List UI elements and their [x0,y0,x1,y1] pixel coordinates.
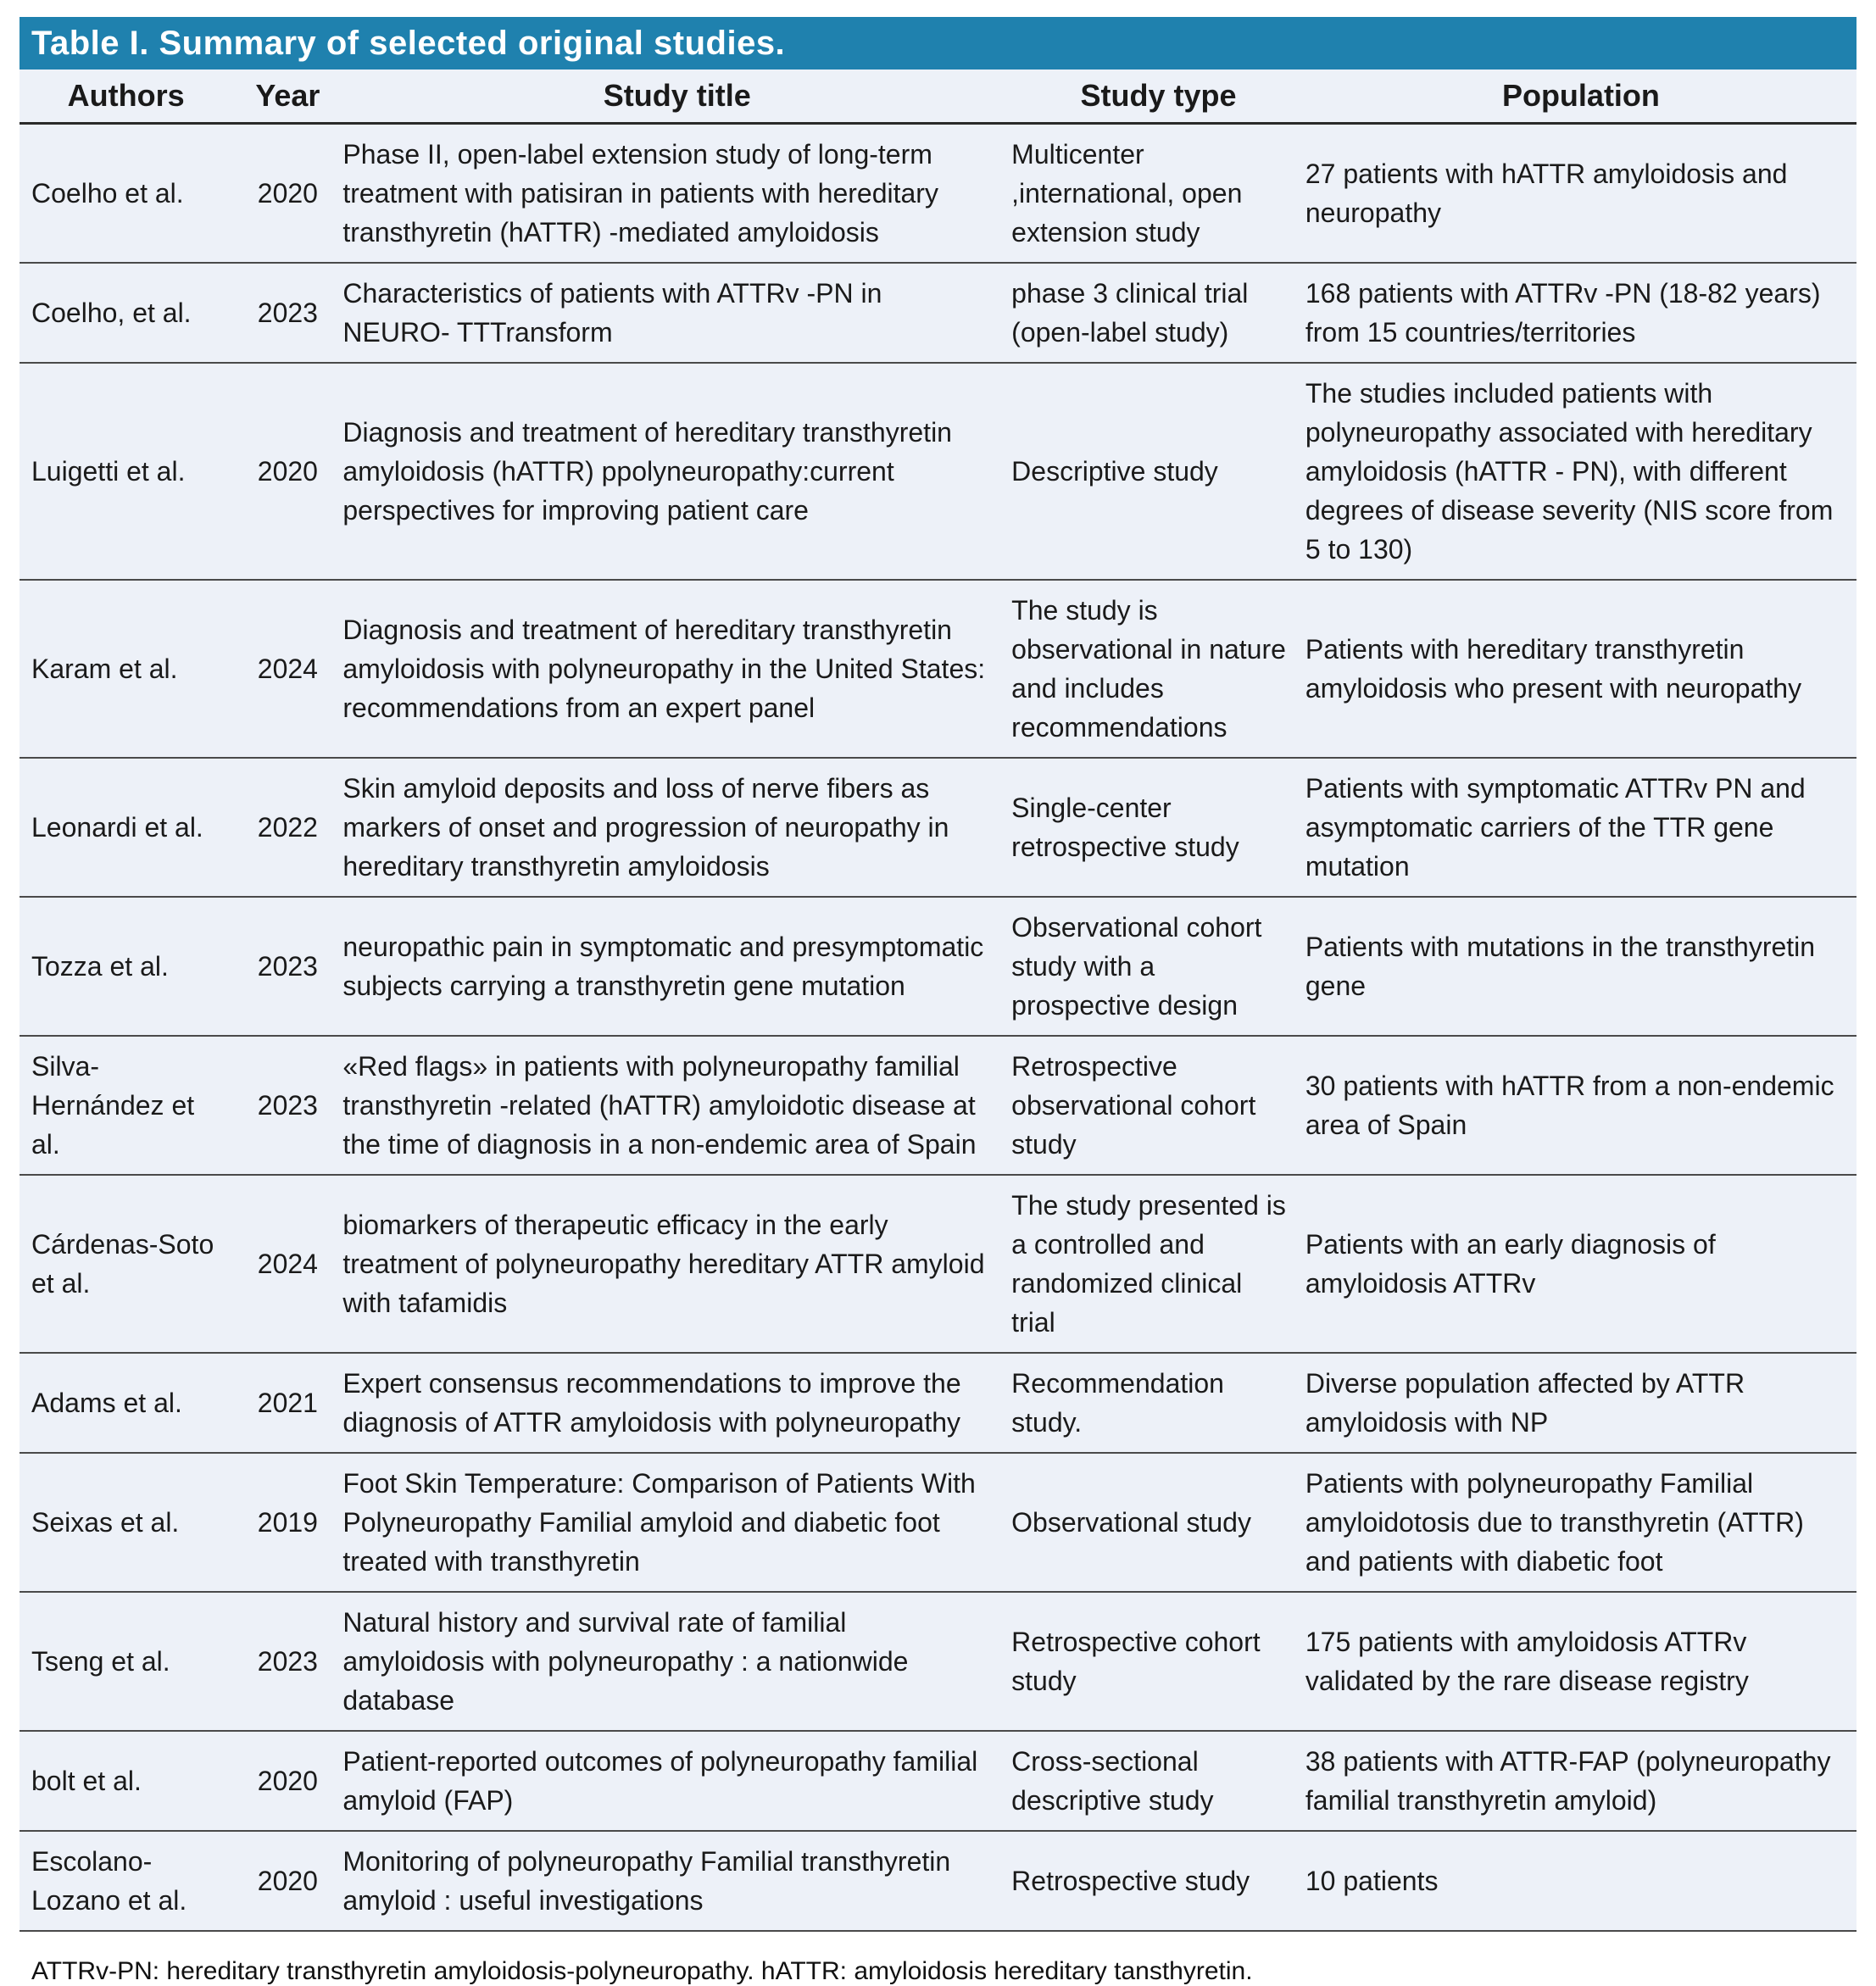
study-type-cell: Observational cohort study with a prospective design [1011,912,1262,1021]
study-title-cell: Foot Skin Temperature: Comparison of Patients With Polyneuropathy Familial amyloid and diabetic foot treated with transthyretin [342,1468,976,1577]
study-type-cell: Retrospective study [1011,1866,1250,1896]
table-row [19,1175,1857,1353]
authors-cell: Cárdenas-Soto et al. [31,1229,214,1299]
studies-table [19,70,1857,1932]
authors-cell: Coelho et al. [31,178,184,209]
table-row [19,580,1857,758]
study-type-cell: Single-center retrospective study [1011,793,1239,862]
study-title-cell: Diagnosis and treatment of hereditary transthyretin amyloidosis (hATTR) ppolyneuropathy:current perspectives for improving patient care [342,417,952,526]
study-title-cell: Diagnosis and treatment of hereditary transthyretin amyloidosis with polyneuropathy in the United States: recommendations from an expert panel [342,615,986,723]
year-cell: 2020 [257,178,318,209]
column-header-study-type: Study type [1011,70,1305,124]
study-type-cell: phase 3 clinical trial (open-label study) [1011,278,1249,348]
table-body [19,124,1857,1932]
population-cell: Patients with mutations in the transthyretin gene [1305,932,1816,1001]
population-cell: Patients with hereditary transthyretin amyloidosis who present with neuropathy [1305,634,1802,704]
study-title-cell: Natural history and survival rate of familial amyloidosis with polyneuropathy : a nationwide database [342,1607,909,1716]
population-cell: 175 patients with amyloidosis ATTRv validated by the rare disease registry [1305,1627,1749,1696]
year-cell: 2024 [257,654,318,684]
population-cell: Patients with polyneuropathy Familial amyloidotosis due to transthyretin (ATTR) and patients with diabetic foot [1305,1468,1804,1577]
study-type-cell: Retrospective cohort study [1011,1627,1261,1696]
population-cell: Diverse population affected by ATTR amyloidosis with NP [1305,1368,1745,1438]
table-footnote: ATTRv-PN: hereditary transthyretin amyloidosis-polyneuropathy. hATTR: amyloidosis hereditary tansthyretin. [31,1957,1253,1985]
authors-cell: Silva-Hernández et al. [31,1051,195,1160]
population-cell: 27 patients with hATTR amyloidosis and neuropathy [1305,159,1788,228]
population-cell: 30 patients with hATTR from a non-endemic area of Spain [1305,1071,1834,1140]
column-header-authors: Authors [19,70,232,124]
population-cell: Patients with an early diagnosis of amyloidosis ATTRv [1305,1229,1716,1299]
study-type-cell: Recommendation study. [1011,1368,1224,1438]
authors-cell: Karam et al. [31,654,178,684]
population-cell: 38 patients with ATTR-FAP (polyneuropathy familial transthyretin amyloid) [1305,1746,1831,1816]
table-header-row [19,70,1857,124]
study-type-cell: Cross-sectional descriptive study [1011,1746,1214,1816]
population-cell: 10 patients [1305,1866,1439,1896]
authors-cell: bolt et al. [31,1766,142,1796]
authors-cell: Adams et al. [31,1388,182,1418]
study-type-cell: The study presented is a controlled and randomized clinical trial [1011,1190,1286,1338]
authors-cell: Escolano-Lozano et al. [31,1846,187,1916]
column-header-year: Year [232,70,342,124]
study-title-cell: biomarkers of therapeutic efficacy in the early treatment of polyneuropathy hereditary ATTR amyloid with tafamidis [342,1210,985,1318]
table-row [19,758,1857,897]
study-type-cell: Retrospective observational cohort study [1011,1051,1256,1160]
study-type-cell: The study is observational in nature and includes recommendations [1011,595,1286,743]
authors-cell: Tozza et al. [31,951,169,982]
study-title-cell: neuropathic pain in symptomatic and presymptomatic subjects carrying a transthyretin gene mutation [342,932,984,1001]
study-type-cell: Multicenter ,international, open extension study [1011,139,1243,248]
table-row [19,897,1857,1036]
year-cell: 2020 [257,456,318,487]
year-cell: 2022 [257,812,318,843]
column-header-population: Population [1305,70,1857,124]
year-cell: 2024 [257,1249,318,1279]
study-title-cell: «Red flags» in patients with polyneuropathy familial transthyretin -related (hATTR) amyloidotic disease at the time of diagnosis in a non-endemic area of Spain [342,1051,977,1160]
table-row [19,1731,1857,1831]
table-row [19,1036,1857,1175]
table-row [19,1831,1857,1931]
study-title-cell: Skin amyloid deposits and loss of nerve fibers as markers of onset and progression of neuropathy in hereditary transthyretin amyloidosis [342,773,949,882]
table-row [19,1592,1857,1731]
study-title-cell: Characteristics of patients with ATTRv -PN in NEURO- TTTransform [342,278,882,348]
authors-cell: Luigetti et al. [31,456,186,487]
year-cell: 2023 [257,951,318,982]
study-title-cell: Phase II, open-label extension study of long-term treatment with patisiran in patients with hereditary transthyretin (hATTR) -mediated amyloidosis [342,139,938,248]
table-row [19,363,1857,580]
authors-cell: Leonardi et al. [31,812,203,843]
year-cell: 2021 [257,1388,318,1418]
population-cell: 168 patients with ATTRv -PN (18-82 years) from 15 countries/territories [1305,278,1821,348]
year-cell: 2023 [257,298,318,328]
study-type-cell: Descriptive study [1011,456,1218,487]
population-cell: Patients with symptomatic ATTRv PN and asymptomatic carriers of the TTR gene mutation [1305,773,1806,882]
table-row [19,1453,1857,1592]
table-title-bar: Table I. Summary of selected original studies. [19,17,1857,70]
study-type-cell: Observational study [1011,1507,1251,1538]
population-cell: The studies included patients with polyneuropathy associated with hereditary amyloidosis (hATTR - PN), with different degrees of disease severity (NIS score from 5 to 130) [1305,378,1834,565]
table-row [19,1353,1857,1453]
year-cell: 2023 [257,1646,318,1677]
year-cell: 2023 [257,1090,318,1121]
table-row [19,263,1857,363]
year-cell: 2019 [257,1507,318,1538]
column-header-study-title: Study title [342,70,1011,124]
study-title-cell: Monitoring of polyneuropathy Familial transthyretin amyloid : useful investigations [342,1846,951,1916]
authors-cell: Coelho, et al. [31,298,192,328]
year-cell: 2020 [257,1766,318,1796]
authors-cell: Tseng et al. [31,1646,170,1677]
study-title-cell: Patient-reported outcomes of polyneuropathy familial amyloid (FAP) [342,1746,978,1816]
table-row [19,124,1857,264]
authors-cell: Seixas et al. [31,1507,180,1538]
study-title-cell: Expert consensus recommendations to improve the diagnosis of ATTR amyloidosis with polyneuropathy [342,1368,961,1438]
year-cell: 2020 [257,1866,318,1896]
